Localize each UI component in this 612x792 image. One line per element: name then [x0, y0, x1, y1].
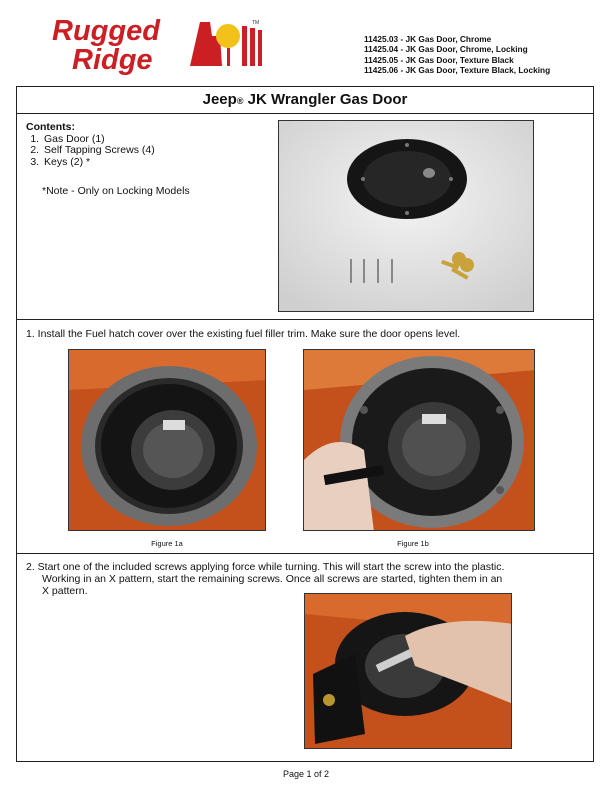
logo-tm: TM	[252, 20, 260, 26]
title-brand: Jeep	[202, 91, 237, 108]
product-photo	[278, 120, 534, 312]
part-number-item: 11425.04 - JK Gas Door, Chrome, Locking	[364, 44, 528, 55]
title-registered-mark: ®	[236, 96, 244, 106]
step-2-line: 2. Start one of the included screws applying force while turning. This will start the screw into the plastic.	[26, 561, 505, 573]
contents-item: 2. Self Tapping Screws (4)	[42, 145, 155, 157]
rugged-ridge-logo	[50, 14, 270, 76]
part-number-item: 11425.05 - JK Gas Door, Texture Black	[364, 54, 514, 65]
logo-line2: Ridge	[72, 44, 153, 76]
figure-1b-photo	[303, 349, 535, 531]
step-2-photo	[304, 593, 512, 749]
part-number-item: 11425.03 - JK Gas Door, Chrome	[364, 34, 492, 44]
page-number: Page 1 of 2	[282, 769, 330, 779]
contents-item: 3. Keys (2) *	[42, 157, 155, 169]
step-2-text	[26, 561, 504, 597]
logo-emblem	[190, 22, 262, 66]
step-2-line: Working in an X pattern, start the remaining screws. Once all screws are started, tighten them in an	[42, 573, 503, 585]
contents-item: 1. Gas Door (1)	[42, 134, 155, 146]
title-text: JK Wrangler Gas Door	[243, 91, 408, 108]
step-2-line: X pattern.	[42, 585, 88, 597]
step-1-text: 1. Install the Fuel hatch cover over the existing fuel filler trim. Make sure the door opens level.	[26, 328, 461, 340]
figure-1b-caption: Figure 1b	[397, 539, 429, 548]
part-number-item: 11425.06 - JK Gas Door, Texture Black, Locking	[364, 65, 551, 76]
figure-1a-photo	[68, 349, 266, 531]
page-title	[16, 86, 594, 114]
logo-line1: Rugged	[52, 15, 160, 47]
contents-section	[26, 122, 155, 168]
locking-note: *Note - Only on Locking Models	[42, 185, 190, 197]
part-number-list	[364, 34, 550, 76]
section-divider	[16, 319, 594, 320]
figure-1a-caption: Figure 1a	[151, 539, 183, 548]
contents-heading: Contents:	[26, 121, 75, 133]
section-divider	[16, 553, 594, 554]
